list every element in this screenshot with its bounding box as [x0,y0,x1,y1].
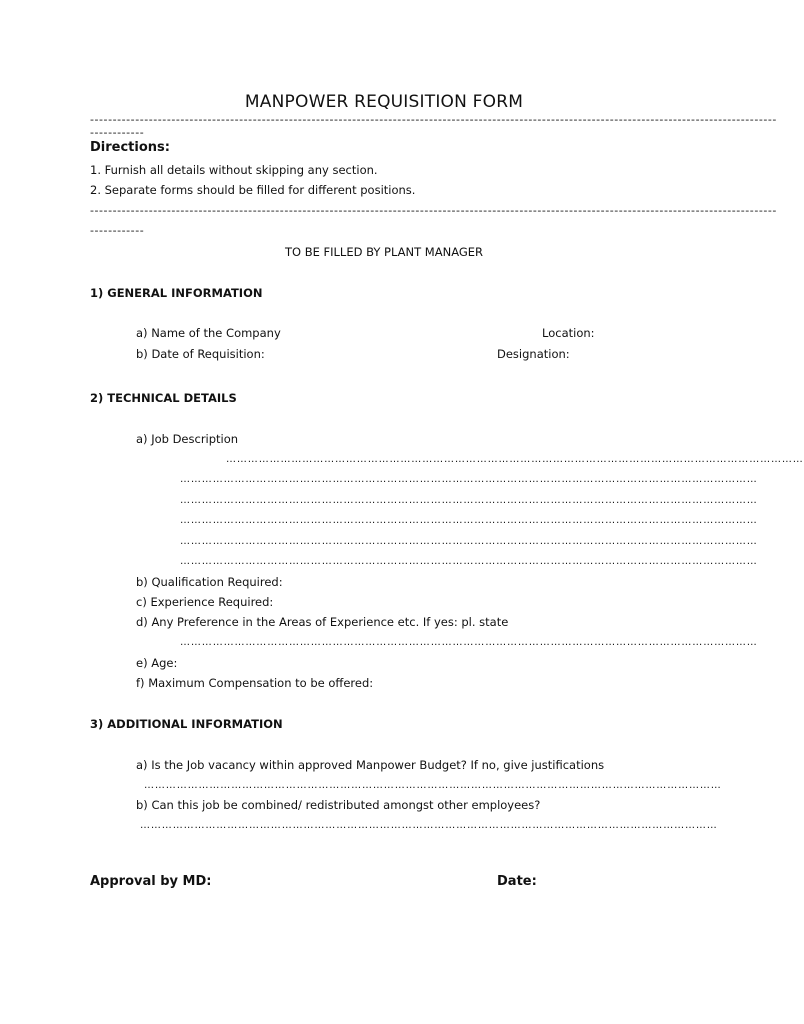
job-description-line-3: …………………………………………………………………………………………………………………………………………… [180,495,758,506]
compensation-label: f) Maximum Compensation to be offered: [136,676,374,690]
age-label: e) Age: [136,656,178,670]
combine-question-label: b) Can this job be combined/ redistributed amongst other employees? [136,798,541,812]
divider-line-end: ------------ [90,224,145,237]
experience-label: c) Experience Required: [136,595,274,609]
job-description-line-4: …………………………………………………………………………………………………………………………………………… [180,515,758,526]
job-description-label: a) Job Description [136,432,239,446]
combine-answer-line: …………………………………………………………………………………………………………………………………………… [140,820,718,831]
section-additional-heading: 3) ADDITIONAL INFORMATION [90,717,283,731]
preference-label: d) Any Preference in the Areas of Experience etc. If yes: pl. state [136,615,509,629]
designation-label: Designation: [497,347,570,361]
divider-line: -------------------------------------------------------------------------------------------------------------------------------------------------------- [90,113,777,126]
date-label: Date: [497,874,537,889]
qualification-label: b) Qualification Required: [136,575,283,589]
approval-label: Approval by MD: [90,874,212,889]
divider-line-end: ------------ [90,126,145,139]
location-label: Location: [542,326,595,340]
job-description-line-6: …………………………………………………………………………………………………………………………………………… [180,556,758,567]
section-technical-heading: 2) TECHNICAL DETAILS [90,391,237,405]
page-title: MANPOWER REQUISITION FORM [244,92,524,112]
preference-line: …………………………………………………………………………………………………………………………………………… [180,637,758,648]
company-name-label: a) Name of the Company [136,326,281,340]
job-description-line-5: …………………………………………………………………………………………………………………………………………… [180,536,758,547]
requisition-date-label: b) Date of Requisition: [136,347,265,361]
directions-heading: Directions: [90,140,170,155]
filled-by-note: TO BE FILLED BY PLANT MANAGER [284,245,484,259]
job-description-line-2: …………………………………………………………………………………………………………………………………………… [180,474,758,485]
direction-item-1: 1. Furnish all details without skipping any section. [90,163,378,177]
direction-item-2: 2. Separate forms should be filled for different positions. [90,183,416,197]
budget-justification-line: …………………………………………………………………………………………………………………………………………… [144,780,722,791]
section-general-heading: 1) GENERAL INFORMATION [90,286,263,300]
divider-line: -------------------------------------------------------------------------------------------------------------------------------------------------------- [90,204,777,217]
budget-question-label: a) Is the Job vacancy within approved Manpower Budget? If no, give justifications [136,758,605,772]
job-description-line-1: …………………………………………………………………………………………………………………………………………… [226,454,804,465]
